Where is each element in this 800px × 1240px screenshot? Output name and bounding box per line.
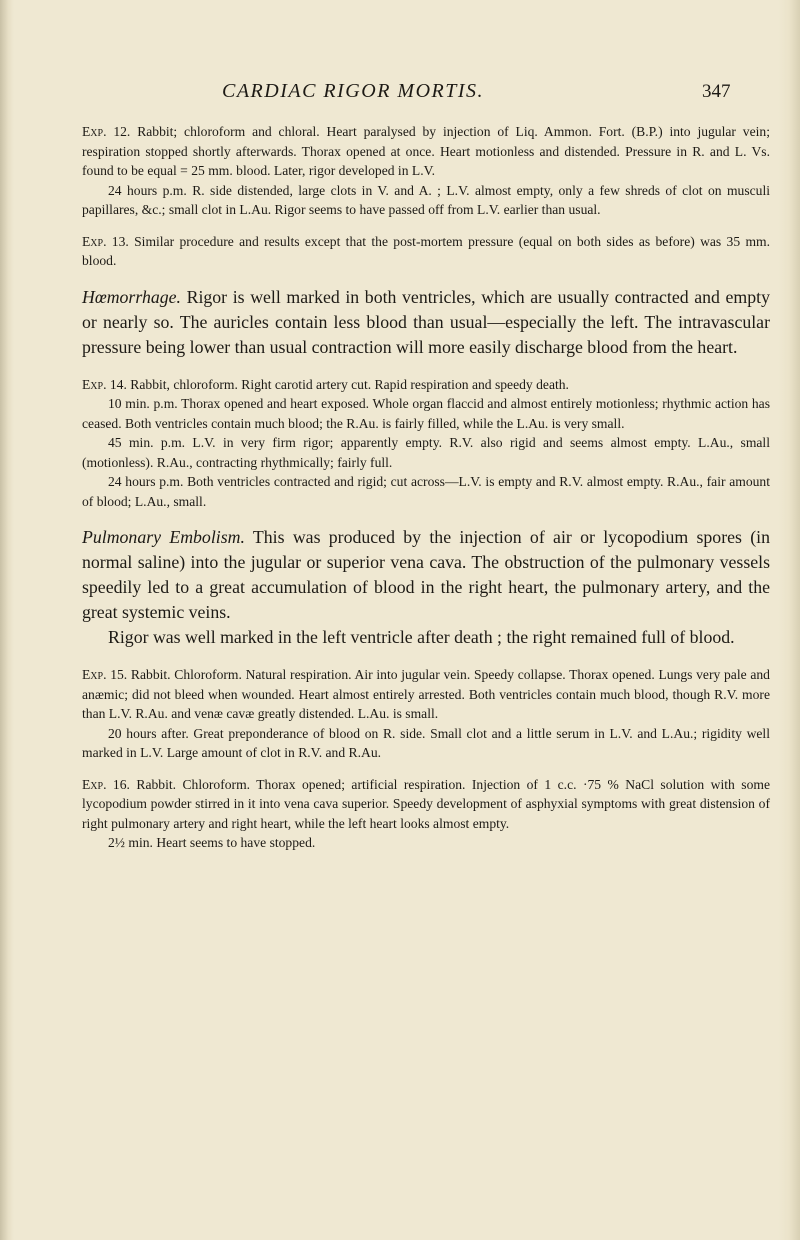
exp12-paragraph-2: 24 hours p.m. R. side distended, large clots in V. and A. ; L.V. almost empty, only a few shreds of clot on musculi papillares, &c.; small clot in L.Au. Rigor seems to have passed off from L.V. earlier than usual. xyxy=(82,182,770,217)
experiment-13 xyxy=(82,232,770,271)
exp14-paragraph-2: 10 min. p.m. Thorax opened and heart exposed. Whole organ flaccid and almost entirely motionless; rhythmic action has ceased. Both ventricles contain much blood; the R.Au. is fairly filled, while the L.Au. is very small. xyxy=(82,396,770,431)
exp16-paragraph-2: 2½ min. Heart seems to have stopped. xyxy=(108,835,316,850)
page-right-edge xyxy=(778,0,800,1240)
exp16-paragraph-1 xyxy=(82,775,770,834)
experiment-15 xyxy=(82,665,770,763)
exp14-paragraph-4: 24 hours p.m. Both ventricles contracted and rigid; cut across—L.V. is empty and R.V. almost empty. R.Au., fair amount of blood; L.Au., small. xyxy=(82,474,770,509)
experiment-12 xyxy=(82,122,770,220)
experiment-14 xyxy=(82,375,770,512)
exp15-label: Exp. 15. xyxy=(82,667,128,682)
page-number: 347 xyxy=(702,81,731,102)
haemorrhage-title: Hœmorrhage. xyxy=(82,286,181,307)
exp12-text-1: Rabbit; chloroform and chloral. Heart paralysed by injection of Liq. Ammon. Fort. (B.P.) into jugular vein; respiration stopped shortly afterwards. Thorax opened at once. Heart motionless and distended. Pressure in R. and L. Vs. found to be equal = 25 mm. blood. Later, rigor developed in L.V. xyxy=(82,124,770,178)
running-title: CARDIAC RIGOR MORTIS. xyxy=(222,80,485,102)
exp15-paragraph-1 xyxy=(82,665,770,724)
pulmonary-text-2: Rigor was well marked in the left ventricle after death ; the right remained full of blood. xyxy=(108,627,735,647)
exp14-text-1: Rabbit, chloroform. Right carotid artery cut. Rapid respiration and speedy death. xyxy=(130,376,569,392)
exp14-paragraph-3: 45 min. p.m. L.V. in very firm rigor; apparently empty. R.V. also rigid and seems almost empty. L.Au., small (motionless). R.Au., contracting rhythmically; fairly full. xyxy=(82,435,770,470)
exp13-paragraph xyxy=(82,232,770,271)
exp12-label: Exp. 12. xyxy=(82,124,131,139)
exp16-text-1: Rabbit. Chloroform. Thorax opened; artificial respiration. Injection of 1 c.c. ·75 % NaCl solution with some lycopodium powder stirred in it into vena cava superior. Speedy development of asphyxial symptoms with great distension of right pulmonary artery and right heart, while the left heart looks almost empty. xyxy=(82,776,770,831)
pulmonary-title: Pulmonary Embolism. xyxy=(82,527,245,547)
exp14-label: Exp. 14. xyxy=(82,376,127,392)
page-body xyxy=(82,122,770,853)
pulmonary-text-1: This was produced by the injection of air or lycopodium spores (in normal saline) into the jugular or superior vena cava. The obstruction of the pulmonary vessels speedily led to a great accumulation of blood in the right heart, the pulmonary artery, and the great systemic veins. xyxy=(82,527,770,622)
haemorrhage-text: Rigor is well marked in both ventricles, which are usually contracted and empty or nearly so. The auricles contain less blood than usual—especially the left. The intravascular pressure being lower than usual contraction will more easily discharge blood from the heart. xyxy=(82,286,770,357)
exp16-label: Exp. 16. xyxy=(82,776,130,792)
experiment-16 xyxy=(82,775,770,853)
exp15-paragraph-2: 20 hours after. Great preponderance of blood on R. side. Small clot and a little serum in L.V. and L.Au.; rigidity well marked in L.V. Large amount of clot in R.V. and R.Au. xyxy=(82,725,770,760)
exp13-label: Exp. 13. xyxy=(82,233,129,249)
page-header xyxy=(0,80,800,114)
haemorrhage-section xyxy=(82,285,770,360)
exp14-paragraph-1 xyxy=(82,375,770,395)
exp12-paragraph-1 xyxy=(82,122,770,181)
page-left-edge xyxy=(0,0,14,1240)
exp15-text-1: Rabbit. Chloroform. Natural respiration. Air into jugular vein. Speedy collapse. Thorax opened. Lungs very pale and anæmic; did not bleed when wounded. Heart almost entirely arrested. Both ventricles contain much blood, though R.V. more than L.V. R.Au. and venæ cavæ greatly distended. L.Au. is small. xyxy=(82,667,770,721)
exp13-text: Similar procedure and results except that the post-mortem pressure (equal on both sides as before) was 35 mm. blood. xyxy=(82,233,770,268)
pulmonary-section xyxy=(82,525,770,625)
